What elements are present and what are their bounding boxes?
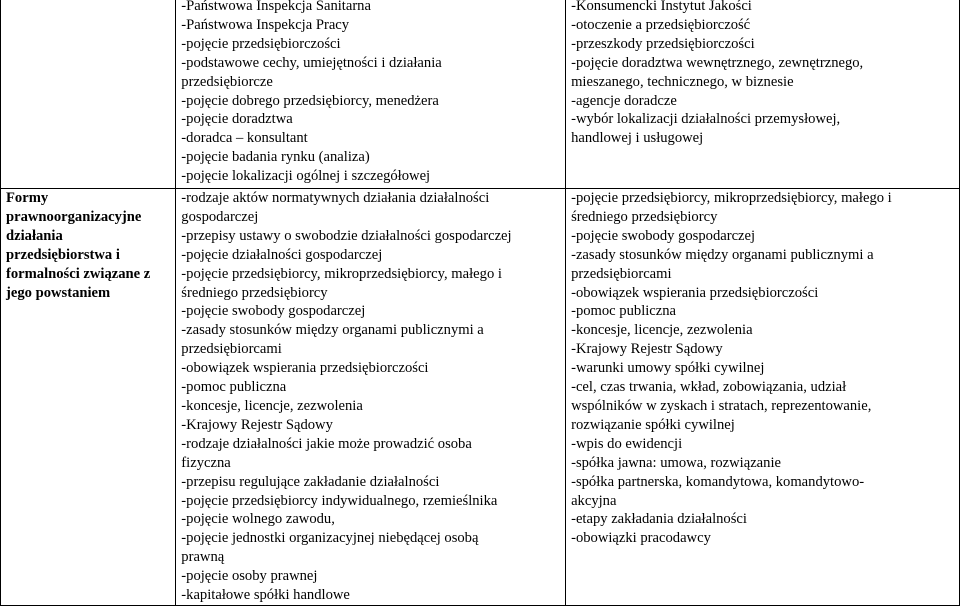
- text-line: -pojęcie wolnego zawodu,: [181, 511, 335, 528]
- text-line: akcyjna: [571, 492, 617, 509]
- text-line: -pojęcie przedsiębiorcy, mikroprzedsiębiorcy, małego i: [181, 265, 502, 282]
- row1-topics-cell: [176, 0, 566, 189]
- text-line: -pojęcie działalności gospodarczej: [181, 246, 383, 263]
- text-line: -pojęcie badania rynku (analiza): [181, 149, 370, 166]
- text-line: -obowiązki pracodawcy: [571, 530, 711, 547]
- text-line: -agencje doradcze: [571, 92, 677, 109]
- text-line: -Państwowa Inspekcja Pracy: [181, 16, 350, 33]
- text-line: -pojęcie przedsiębiorcy indywidualnego, rzemieślnika: [181, 492, 498, 509]
- text-line: wspólników w zyskach i stratach, reprezentowanie,: [571, 397, 872, 414]
- row2-topics-cell: [176, 189, 566, 606]
- text-line: Formy: [6, 190, 49, 206]
- table-row: [1, 0, 960, 189]
- text-line: przedsiębiorcami: [181, 341, 282, 358]
- text-line: -cel, czas trwania, wkład, zobowiązania, udział: [571, 379, 847, 396]
- text-line: -zasady stosunków między organami publicznymi a: [571, 246, 874, 263]
- text-line: -pojęcie doradztwa: [181, 111, 293, 128]
- text-line: -rodzaje działalności jakie może prowadzić osoba: [181, 435, 472, 452]
- row2-section-label: [1, 189, 176, 606]
- text-line: -obowiązek wspierania przedsiębiorczości: [571, 284, 819, 301]
- text-line: -pojęcie osoby prawnej: [181, 568, 318, 585]
- text-line: -spółka jawna: umowa, rozwiązanie: [571, 454, 781, 471]
- text-line: formalności związane z: [6, 265, 151, 282]
- text-line: -spółka partnerska, komandytowa, komandytowo-: [571, 473, 865, 490]
- text-line: -pomoc publiczna: [571, 303, 677, 320]
- text-line: -pojęcie dobrego przedsiębiorcy, menedżera: [181, 92, 439, 109]
- text-line: -pomoc publiczna: [181, 379, 287, 396]
- text-line: -Konsumencki Instytut Jakości: [571, 0, 752, 14]
- row2-extended-topics-cell: [566, 189, 960, 606]
- text-line: -pojęcie lokalizacji ogólnej i szczegółowej: [181, 168, 431, 185]
- text-line: handlowej i usługowej: [571, 130, 704, 147]
- text-line: przedsiębiorcami: [571, 265, 672, 282]
- text-line: -otoczenie a przedsiębiorczość: [571, 16, 751, 33]
- text-line: jego powstaniem: [6, 284, 111, 301]
- text-line: rozwiązanie spółki cywilnej: [571, 416, 735, 433]
- row1-extended-topics-cell: [566, 0, 960, 189]
- text-line: -pojęcie przedsiębiorczości: [181, 35, 341, 52]
- text-line: -Państwowa Inspekcja Sanitarna: [181, 0, 371, 14]
- text-line: prawnoorganizacyjne: [6, 208, 142, 225]
- text-line: średniego przedsiębiorcy: [181, 284, 328, 301]
- text-line: -kapitałowe spółki handlowe: [181, 587, 350, 604]
- text-line: -etapy zakładania działalności: [571, 511, 747, 528]
- text-line: -koncesje, licencje, zezwolenia: [571, 322, 753, 339]
- text-line: przedsiębiorstwa i: [6, 246, 120, 263]
- text-line: -zasady stosunków między organami publicznymi a: [181, 322, 484, 339]
- text-line: fizyczna: [181, 454, 231, 471]
- text-line: -doradca – konsultant: [181, 130, 308, 147]
- text-line: -pojęcie doradztwa wewnętrznego, zewnętrznego,: [571, 54, 864, 71]
- text-line: przedsiębiorcze: [181, 73, 273, 90]
- text-line: mieszanego, technicznego, w biznesie: [571, 73, 794, 90]
- text-line: prawną: [181, 549, 225, 566]
- text-line: -warunki umowy spółki cywilnej: [571, 360, 765, 377]
- table-row: [1, 189, 960, 606]
- text-line: -pojęcie przedsiębiorcy, mikroprzedsiębiorcy, małego i: [571, 190, 892, 206]
- text-line: -przepisu regulujące zakładanie działalności: [181, 473, 440, 490]
- row1-label-cell: [1, 0, 176, 189]
- text-line: -wybór lokalizacji działalności przemysłowej,: [571, 111, 841, 128]
- text-line: -pojęcie swobody gospodarczej: [571, 227, 756, 244]
- text-line: -przeszkody przedsiębiorczości: [571, 35, 755, 52]
- text-line: -przepisy ustawy o swobodzie działalności gospodarczej: [181, 227, 512, 244]
- text-line: -pojęcie swobody gospodarczej: [181, 303, 366, 320]
- text-line: gospodarczej: [181, 208, 259, 225]
- text-line: -podstawowe cechy, umiejętności i działania: [181, 54, 442, 71]
- text-line: średniego przedsiębiorcy: [571, 208, 718, 225]
- text-line: -Krajowy Rejestr Sądowy: [571, 341, 723, 358]
- text-line: działania: [6, 227, 63, 244]
- text-line: -wpis do ewidencji: [571, 435, 683, 452]
- text-line: -Krajowy Rejestr Sądowy: [181, 416, 333, 433]
- text-line: -koncesje, licencje, zezwolenia: [181, 397, 363, 414]
- text-line: -pojęcie jednostki organizacyjnej niebędącej osobą: [181, 530, 479, 547]
- text-line: -obowiązek wspierania przedsiębiorczości: [181, 360, 429, 377]
- text-line: -rodzaje aktów normatywnych działania działalności: [181, 190, 490, 206]
